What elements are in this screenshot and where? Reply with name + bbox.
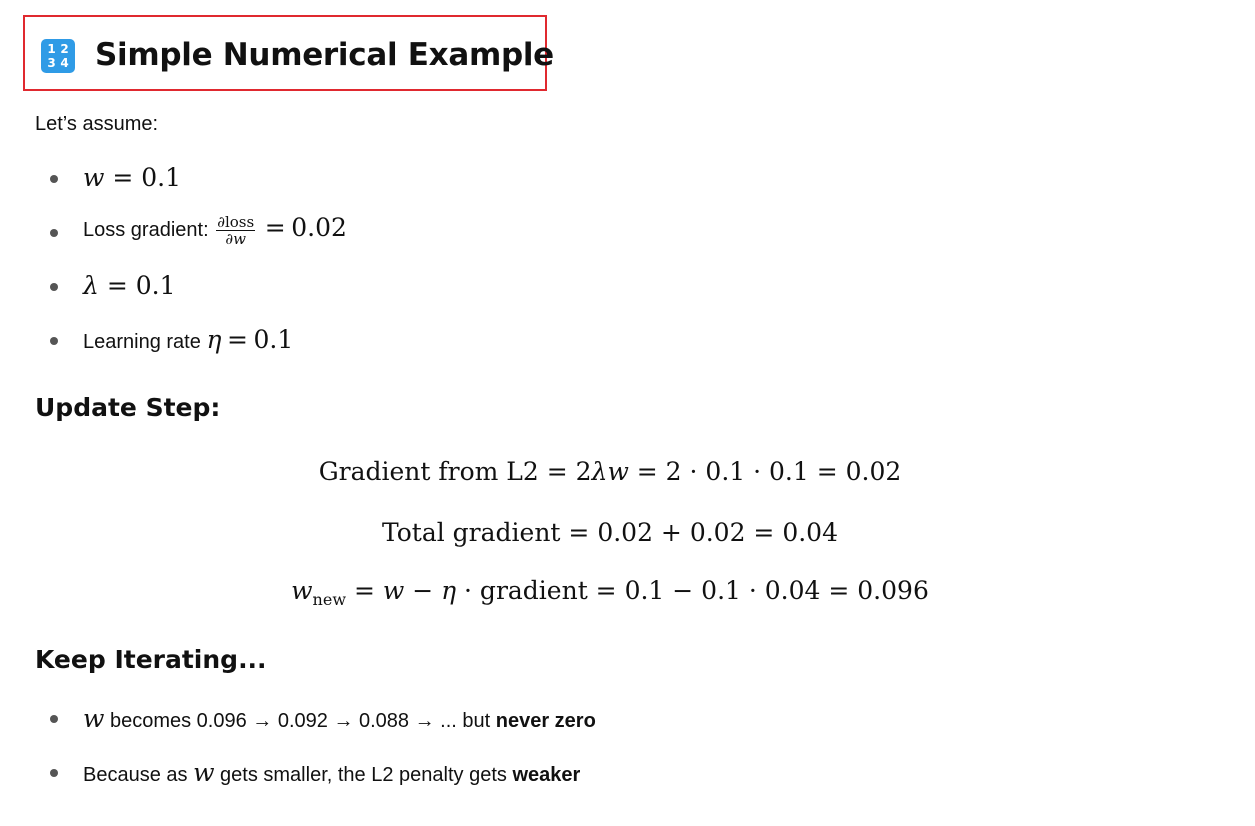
list-item-gradient xyxy=(83,213,347,248)
list-item-lambda xyxy=(83,271,175,300)
page-title: Simple Numerical Example xyxy=(95,37,554,73)
math-var: w xyxy=(382,576,405,605)
math-var: η xyxy=(206,325,222,354)
math-eq: = xyxy=(106,271,128,300)
icon-digit: 2 xyxy=(60,42,69,56)
equation-l2-gradient xyxy=(0,457,1220,486)
list-item-learning-rate xyxy=(83,325,293,354)
bullet-dot xyxy=(50,769,58,777)
math-value: 0.1 xyxy=(141,163,182,192)
math-eq: = xyxy=(112,163,134,192)
list-item-w-sequence xyxy=(83,704,596,733)
icon-digit: 1 xyxy=(47,42,56,56)
math-var: w xyxy=(83,163,105,192)
fraction-denominator: ∂w xyxy=(225,230,246,249)
math-value: 0.1 xyxy=(253,325,294,354)
eq-text: · gradient = 0.1 − 0.1 · 0.04 = 0.096 xyxy=(456,576,929,605)
intro-text: Let’s assume: xyxy=(35,113,159,135)
math-var: w xyxy=(607,457,629,486)
bullet-dot xyxy=(50,715,58,723)
item-text: gets smaller, the L2 penalty gets xyxy=(214,764,513,786)
eq-text: = 2 · 0.1 · 0.1 = 0.02 xyxy=(628,457,902,486)
item-text: becomes 0.096 → 0.092 → 0.088 → ... but xyxy=(104,710,496,732)
math-value: 0.02 xyxy=(291,213,347,242)
math-var: η xyxy=(441,576,457,605)
math-var: λ xyxy=(83,271,99,300)
icon-digit: 3 xyxy=(47,56,56,70)
section-heading-update: Update Step: xyxy=(35,393,221,422)
math-var: w xyxy=(193,758,215,787)
fraction xyxy=(216,214,255,248)
icon-digit: 4 xyxy=(60,56,69,70)
math-subscript: new xyxy=(312,590,347,609)
item-label: Loss gradient: xyxy=(83,219,209,241)
fraction-numerator: ∂loss xyxy=(217,212,255,231)
math-var: λ xyxy=(591,457,608,486)
math-eq: = xyxy=(264,213,286,242)
eq-text: Gradient from L2 = 2 xyxy=(318,457,592,486)
item-label: Learning rate xyxy=(83,331,201,353)
item-emphasis: weaker xyxy=(512,764,581,786)
bullet-dot xyxy=(50,283,58,291)
list-item-w xyxy=(83,163,181,192)
section-heading-iterate: Keep Iterating... xyxy=(35,645,267,674)
math-value: 0.1 xyxy=(135,271,176,300)
bullet-dot xyxy=(50,175,58,183)
math-eq: = xyxy=(226,325,248,354)
math-var: w xyxy=(83,704,105,733)
eq-text: = xyxy=(346,576,383,605)
numbers-icon xyxy=(41,39,75,73)
item-emphasis: never zero xyxy=(495,710,596,732)
equation-total-gradient: Total gradient = 0.02 + 0.02 = 0.04 xyxy=(382,518,838,547)
item-text: Because as xyxy=(83,764,194,786)
bullet-dot xyxy=(50,229,58,237)
equation-w-new xyxy=(0,576,1220,609)
list-item-penalty xyxy=(83,758,580,787)
math-var: w xyxy=(291,576,313,605)
eq-text: − xyxy=(404,576,442,605)
bullet-dot xyxy=(50,337,58,345)
title-highlight-box xyxy=(23,15,554,91)
